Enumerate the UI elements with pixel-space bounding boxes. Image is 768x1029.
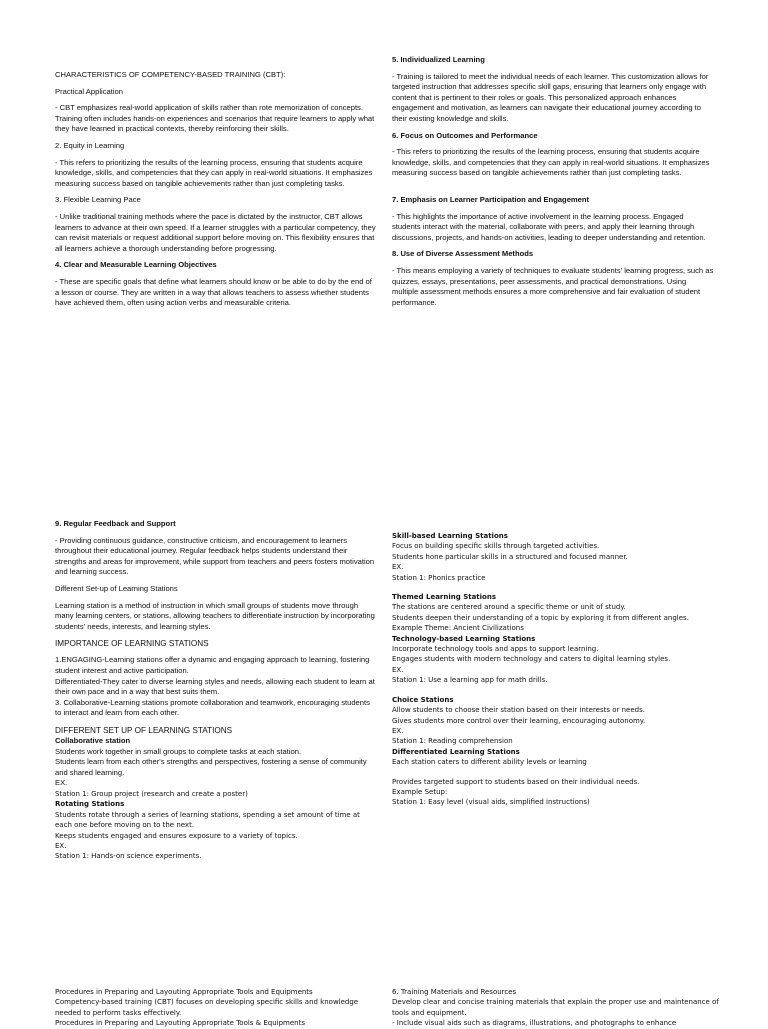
example-station: Station 1: Group project (research and create a poster) [55,789,248,798]
example-station: Station 1: Easy level (visual aids, simplified instructions) [392,798,590,807]
section-title: 7. Emphasis on Learner Participation and Engagement [392,194,590,204]
example-station: Station 1: Phonics practice [392,573,486,582]
paragraph: The stations are centered around a specific theme or unit of study. [392,603,626,612]
narrow-text-block [55,789,377,862]
paragraph: Keeps students engaged and ensures exposure to a variety of topics. [55,831,298,840]
paragraph: Students deepen their understanding of a topic by exploring it from different angles. [392,613,689,622]
paragraph: - Unlike traditional training methods where the pace is dictated by the instructor, CBT allows learners to advance at their own speed. If a learner struggles with a particular competency, they can revisit materials or request additional support before moving on. This flexibility ensures that all learners achieve a thorough understanding before progressing. [55,211,376,253]
example-label: EX. [55,778,68,788]
paragraph: - This refers to prioritizing the results of the learning process, ensuring that students acquire knowledge, skills, and competencies that they can apply in real-world situations. It emphasizes measuring success based on tangible achievements rather than just completing tasks. [392,147,710,178]
example-station: Station 1: Reading comprehension [392,737,513,746]
section-title: Different Set-up of Learning Stations [55,583,178,593]
section-title: 9. Regular Feedback and Support [55,519,176,528]
paragraph: Differentiated-They cater to diverse learning styles and needs, allowing each student to learn at their own pace and in a way that best suits them. [55,676,375,697]
paragraph: Gives students more control over their learning, encouraging autonomy. [392,716,646,725]
paragraph: Students work together in small groups to complete tasks at each station. [55,746,302,756]
example-label: EX. [392,563,404,572]
paragraph: - This means employing a variety of techniques to evaluate students' learning progress, such as quizzes, essays, presentations, peer assessments, and practical demonstrations. Using multiple assessment methods ensures a more comprehensive and fair evaluation of student performance. [392,265,714,307]
learning-stations-column [55,519,377,862]
section-title: Practical Application [55,86,123,96]
paragraph: Develop clear and concise training materials that explain the proper use and maintenance of tools and equipment. [392,998,719,1017]
paragraph: - Providing continuous guidance, constructive criticism, and encouragement to learners throughout their educational journey. Regular feedback helps students understand their strengths and areas for improvement, while support from teachers and peers fosters motivation and learning success. [55,535,375,577]
station-title: Rotating Stations [55,800,125,809]
paragraph: Engages students with modern technology and caters to digital learning styles. [392,655,671,664]
paragraph: - This refers to prioritizing the results of the learning process, ensuring that students acquire knowledge, skills, and competencies that they can apply in real-world situations. It emphasizes measuring success based on tangible achievements rather than just completing tasks. [55,157,373,188]
cbt-characteristics-column-2 [392,55,714,308]
example-station: Station 1: Use a learning app for math drills. [392,676,548,685]
example-label: Example Setup: [392,787,448,796]
example-label: Example Theme: Ancient Civilizations [392,624,524,633]
station-title: Skill-based Learning Stations [392,532,508,540]
paragraph: Procedures in Preparing and Layouting Appropriate Tools and Equipments [55,988,313,996]
paragraph: Procedures in Preparing and Layouting Appropriate Tools & Equipments [55,1019,305,1028]
paragraph: Each station caters to different ability levels or learning [392,758,587,767]
section-title: 5. Individualized Learning [392,55,485,64]
station-title: Technology-based Learning Stations [392,634,536,643]
station-title: Themed Learning Stations [392,593,497,602]
paragraph: Learning station is a method of instruction in which small groups of students move through many learning centers, or stations, allowing teachers to differentiate instruction by incorporating students' needs, interests, and learning styles. [55,600,375,631]
learning-stations-types-column [392,531,722,808]
station-title: Collaborative station [55,735,131,745]
paragraph: Students learn from each other's strengths and perspectives, fostering a sense of community and shared learning. [55,757,367,777]
paragraph: Incorporate technology tools and apps to support learning. [392,645,599,654]
paragraph: - Include visual aids such as diagrams, illustrations, and photographs to enhance [392,1019,677,1028]
cbt-characteristics-column [55,70,377,309]
section-heading: IMPORTANCE OF LEARNING STATIONS [55,639,209,649]
paragraph: 1.ENGAGING-Learning stations offer a dynamic and engaging approach to learning, fostering student interest and active participation. [55,655,370,675]
section-title: 4. Clear and Measurable Learning Objectives [55,260,217,270]
section-title: 8. Use of Diverse Assessment Methods [392,249,534,259]
section-title: 2. Equity in Learning [55,140,125,150]
example-label: EX. [392,665,404,674]
training-materials-column [392,987,722,1029]
paragraph: Allow students to choose their station based on their interests or needs. [392,706,645,715]
paragraph: - This highlights the importance of active involvement in the learning process. Engaged students interact with the material, collaborate with peers, and apply their learning through discussions, projects, and hands-on activities, leading to deeper understanding and retention. [392,211,706,242]
paragraph: Provides targeted support to students based on their individual needs. [392,777,640,786]
paragraph: 3. Collaborative-Learning stations promote collaboration and teamwork, encouraging students to interact and learn from each other. [55,697,370,718]
paragraph: Focus on building specific skills through targeted activities. [392,542,600,551]
paragraph: - CBT emphasizes real-world application of skills rather than rote memorization of concepts. Training often includes hands-on experiences and scenarios that require learners to apply what they have learned in practical contexts, thereby reinforcing their skills. [55,103,375,134]
paragraph: 6. Training Materials and Resources [392,988,517,996]
paragraph: - Training is tailored to meet the individual needs of each learner. This customization allows for targeted instruction that addresses specific skill gaps, ensuring that learners only engage with content that is pertinent to their roles or goals. This personalized approach enhances engagement and motivation, as learners can navigate their educational journey according to their existing knowledge and skills. [392,71,709,123]
paragraph: Students rotate through a series of learning stations, spending a set amount of time at each one before moving on to the next. [55,810,360,830]
section-title: 3. Flexible Learning Pace [55,195,141,205]
paragraph: Competency-based training (CBT) focuses on developing specific skills and knowledge needed to perform tasks effectively. [55,998,359,1017]
paragraph: - These are specific goals that define what learners should know or be able to do by the end of a lesson or course. They are written in a way that allows teachers to assess whether students have achieved them, often using action verbs and measurable criteria. [55,276,372,308]
section-title: 6. Focus on Outcomes and Performance [392,130,538,140]
example-station: Station 1: Hands-on science experiments. [55,852,202,861]
procedures-column [55,987,385,1029]
paragraph: Students hone particular skills in a structured and focused manner. [392,552,628,561]
section-heading: DIFFERENT SET UP OF LEARNING STATIONS [55,725,233,735]
station-title: Differentiated Learning Stations [392,747,520,756]
example-label: EX. [55,841,67,850]
station-title: Choice Stations [392,695,454,704]
example-label: EX. [392,726,404,735]
section-heading: CHARACTERISTICS OF COMPETENCY-BASED TRAINING (CBT): [55,70,286,79]
